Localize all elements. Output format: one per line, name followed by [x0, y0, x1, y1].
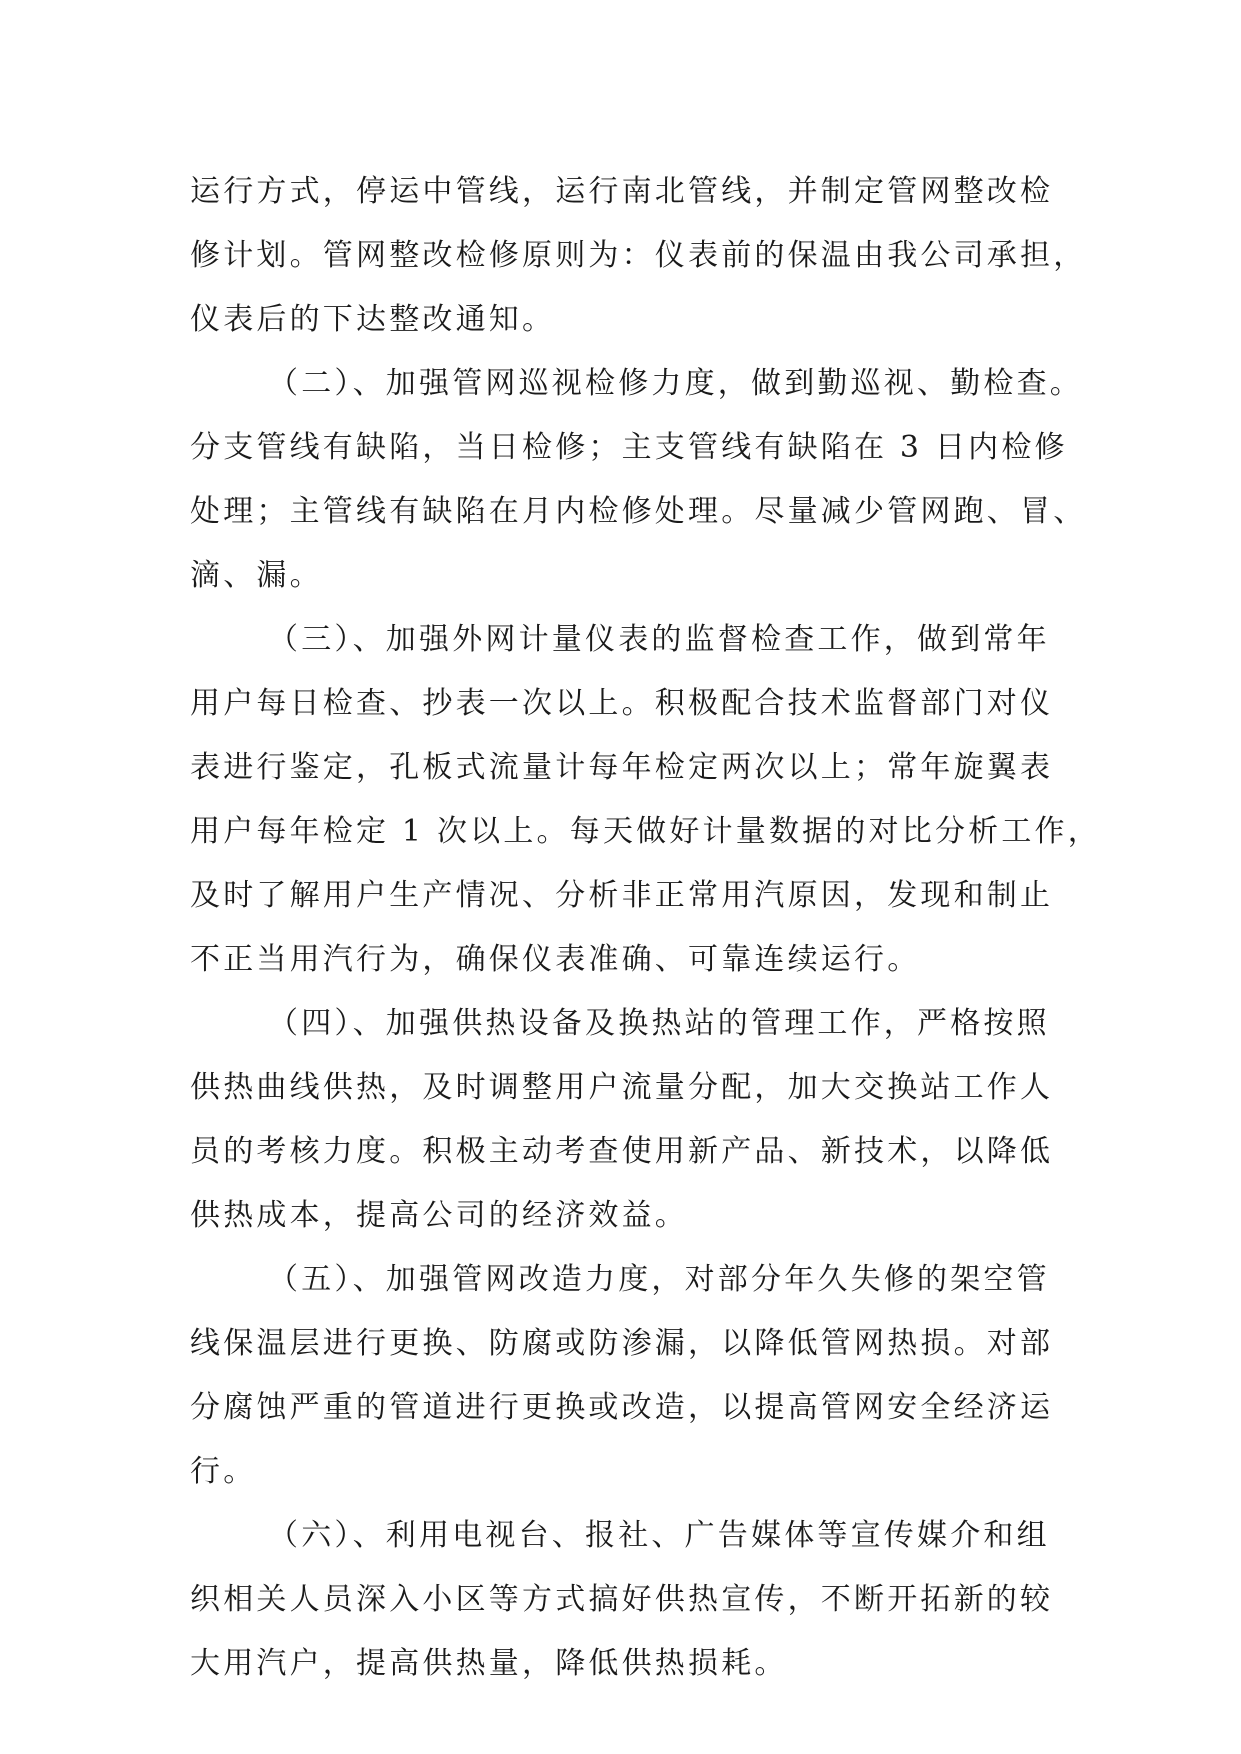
- text-line: 仪表后的下达整改通知。: [190, 302, 556, 337]
- text-line: （六）、利用电视台、报社、广告媒体等宣传媒介和组: [268, 1518, 1050, 1553]
- text-line: 处理；主管线有缺陷在月内检修处理。尽量减少管网跑、冒、: [190, 494, 1087, 529]
- text-line: （三）、加强外网计量仪表的监督检查工作，做到常年: [268, 622, 1050, 657]
- text-line: 滴、漏。: [190, 558, 323, 593]
- text-line: 表进行鉴定，孔板式流量计每年检定两次以上；常年旋翼表: [190, 750, 1054, 785]
- document-body: [190, 160, 1101, 1696]
- paragraph-item-2: [190, 352, 1087, 608]
- text-line: 供热成本，提高公司的经济效益。: [190, 1198, 688, 1233]
- text-line: 用户每日检查、抄表一次以上。积极配合技术监督部门对仪: [190, 686, 1054, 721]
- text-line: 用户每年检定 1 次以上。每天做好计量数据的对比分析工作，: [190, 814, 1101, 849]
- text-line: （五）、加强管网改造力度，对部分年久失修的架空管: [268, 1262, 1050, 1297]
- text-line: 修计划。管网整改检修原则为：仪表前的保温由我公司承担，: [190, 238, 1087, 273]
- text-line: 线保温层进行更换、防腐或防渗漏，以降低管网热损。对部: [190, 1326, 1054, 1361]
- text-line: 行。: [190, 1454, 257, 1489]
- text-line: 分支管线有缺陷，当日检修；主支管线有缺陷在 3 日内检修: [190, 430, 1068, 465]
- text-line: 大用汽户，提高供热量，降低供热损耗。: [190, 1646, 788, 1681]
- text-line: 分腐蚀严重的管道进行更换或改造，以提高管网安全经济运: [190, 1390, 1054, 1425]
- paragraph-item-3: [190, 608, 1101, 992]
- text-line: 供热曲线供热，及时调整用户流量分配，加大交换站工作人: [190, 1070, 1054, 1105]
- paragraph-operation-plan: [190, 160, 1087, 352]
- text-line: 不正当用汽行为，确保仪表准确、可靠连续运行。: [190, 942, 921, 977]
- text-line: 织相关人员深入小区等方式搞好供热宣传，不断开拓新的较: [190, 1582, 1054, 1617]
- text-line: 员的考核力度。积极主动考查使用新产品、新技术，以降低: [190, 1134, 1054, 1169]
- text-line: （四）、加强供热设备及换热站的管理工作，严格按照: [268, 1006, 1050, 1041]
- text-line: （二）、加强管网巡视检修力度，做到勤巡视、勤检查。: [268, 366, 1083, 401]
- paragraph-item-4: [190, 992, 1060, 1248]
- text-line: 及时了解用户生产情况、分析非正常用汽原因，发现和制止: [190, 878, 1054, 913]
- text-line: 运行方式，停运中管线，运行南北管线，并制定管网整改检: [190, 174, 1054, 209]
- paragraph-item-6: [190, 1504, 1060, 1696]
- paragraph-item-5: [190, 1248, 1060, 1504]
